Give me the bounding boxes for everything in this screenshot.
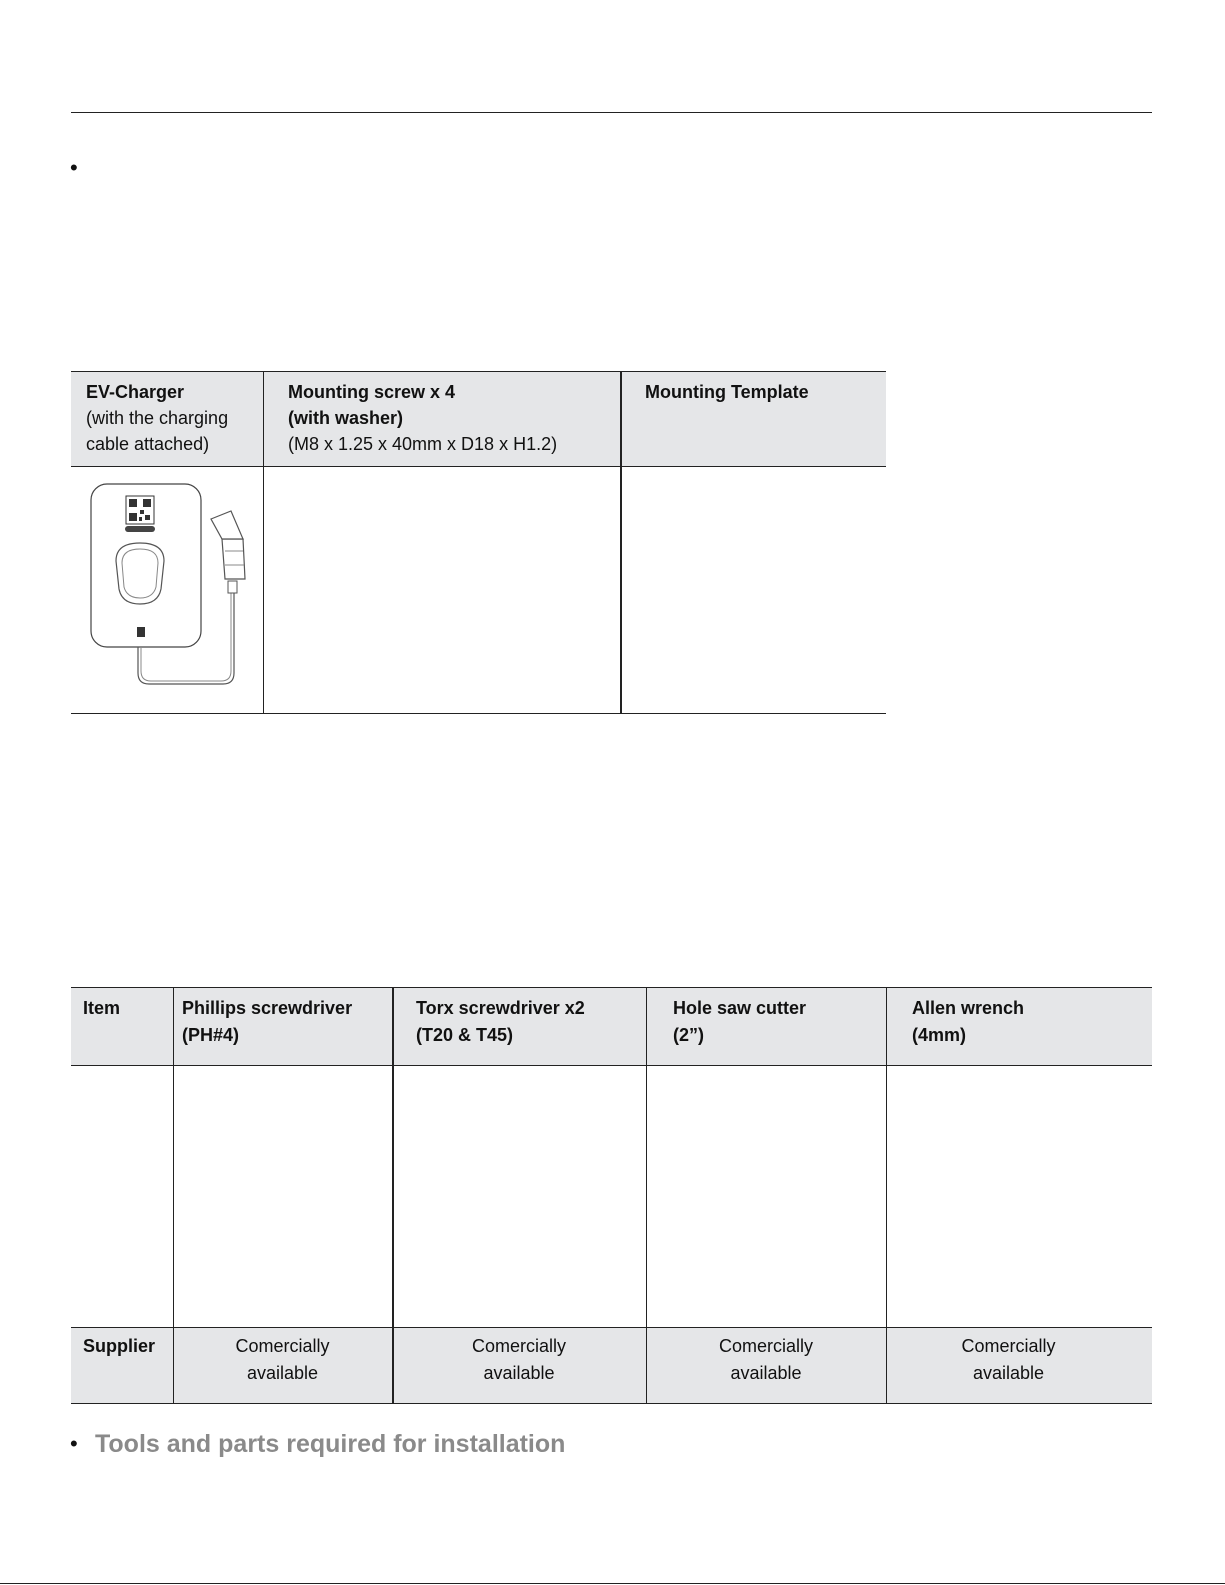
header-cell-mounting-screw <box>288 379 557 457</box>
tool-name: Hole saw cutter <box>673 998 807 1018</box>
tool-name: Phillips screwdriver <box>182 998 353 1018</box>
row-header-supplier <box>83 1333 155 1360</box>
header-bottom-border <box>71 1065 1152 1066</box>
tools-table <box>71 987 1152 1403</box>
table-top-border <box>71 371 886 372</box>
package-contents-table <box>71 371 886 714</box>
header-title: Mounting Template <box>645 382 809 402</box>
supplier-line: Comercially <box>235 1336 330 1356</box>
table-bottom-border <box>71 1403 1152 1404</box>
header-title: EV-Charger <box>86 382 185 402</box>
header-subtext: (with the charging <box>86 408 229 428</box>
footer-rule <box>0 1583 1225 1584</box>
tool-spec: (4mm) <box>912 1025 967 1045</box>
supplier-line: available <box>246 1363 319 1383</box>
tool-spec: (T20 & T45) <box>416 1025 514 1045</box>
header-cell-ev-charger <box>86 379 228 457</box>
table-bottom-border <box>71 713 886 714</box>
supplier-cell <box>173 1333 392 1387</box>
tool-name: Torx screwdriver x2 <box>416 998 585 1018</box>
tool-header-cell <box>416 995 585 1049</box>
bullet-marker-1: • <box>70 155 78 180</box>
supplier-line: Comercially <box>471 1336 567 1356</box>
tool-header-cell <box>673 995 806 1049</box>
tool-spec: (2”) <box>673 1025 704 1045</box>
section-heading: Tools and parts required for installation <box>95 1430 566 1458</box>
column-divider <box>620 371 622 714</box>
supplier-cell <box>646 1333 886 1387</box>
header-title-line2: (with washer) <box>288 408 404 428</box>
header-rule <box>71 112 1152 113</box>
tool-name: Allen wrench <box>912 998 1025 1018</box>
tool-header-cell <box>182 995 352 1049</box>
supplier-cell <box>392 1333 646 1387</box>
table-top-border <box>71 987 1152 988</box>
supplier-line: available <box>483 1363 555 1383</box>
supplier-line: Comercially <box>718 1336 814 1356</box>
row-header-item <box>83 995 120 1022</box>
header-cell-mounting-template <box>645 379 809 405</box>
header-subtext: (M8 x 1.25 x 40mm x D18 x H1.2) <box>288 434 558 454</box>
supplier-line: Comercially <box>961 1336 1056 1356</box>
bullet-marker-2: • <box>70 1431 78 1456</box>
header-bottom-border <box>71 466 886 467</box>
tool-spec: (PH#4) <box>182 1025 240 1045</box>
supplier-top-border <box>71 1327 1152 1328</box>
tool-header-cell <box>912 995 1024 1049</box>
row-header-label: Item <box>83 998 121 1018</box>
header-subtext: cable attached) <box>86 434 210 454</box>
column-divider <box>263 371 264 714</box>
supplier-line: available <box>972 1363 1045 1383</box>
supplier-line: available <box>730 1363 802 1383</box>
supplier-cell <box>886 1333 1131 1387</box>
header-title: Mounting screw x 4 <box>288 382 456 402</box>
row-header-label: Supplier <box>83 1336 156 1356</box>
ev-charger-illustration <box>83 481 258 706</box>
qr-code-icon <box>126 496 154 524</box>
